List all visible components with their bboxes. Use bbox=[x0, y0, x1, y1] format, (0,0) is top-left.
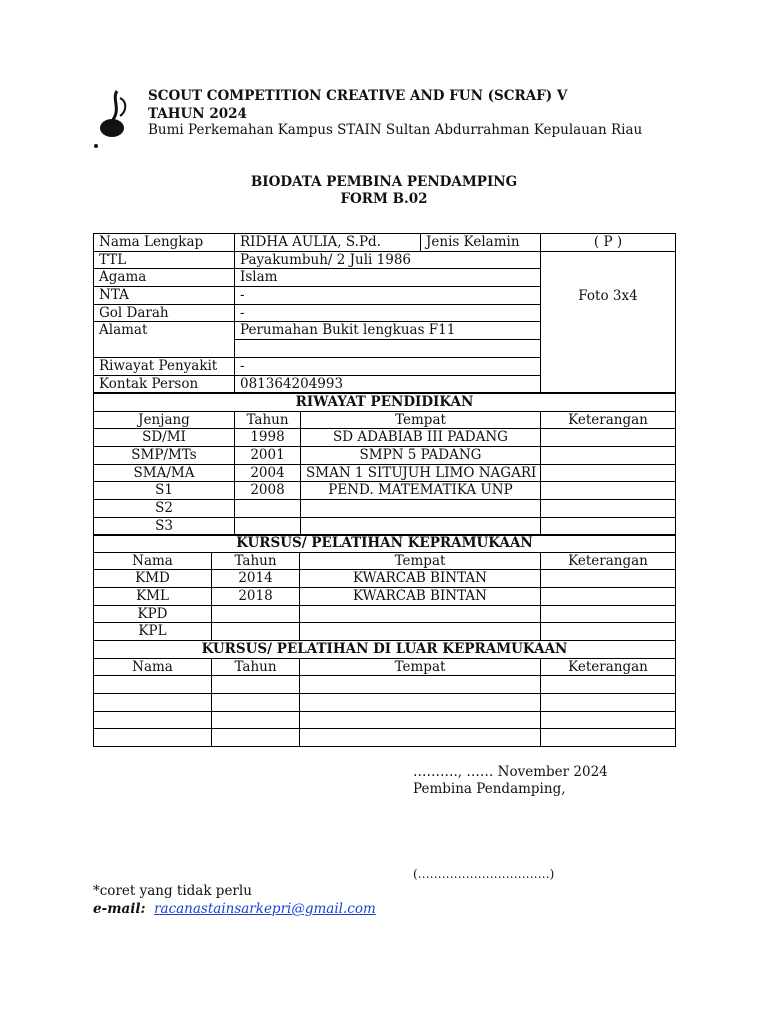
luar-heading: KURSUS/ PELATIHAN DI LUAR KEPRAMUKAAN bbox=[94, 641, 676, 659]
tempat-cell: KWARCAB BINTAN bbox=[300, 570, 541, 588]
table-row bbox=[94, 729, 676, 747]
keterangan-cell bbox=[541, 500, 676, 518]
jk-value: ( P ) bbox=[541, 234, 676, 252]
jenjang-cell: SMP/MTs bbox=[94, 447, 235, 465]
tempat-cell: SMPN 5 PADANG bbox=[301, 447, 541, 465]
tempat-cell: KWARCAB BINTAN bbox=[300, 588, 541, 606]
nama-cell: KPL bbox=[94, 623, 212, 641]
jenjang-cell: S3 bbox=[94, 517, 235, 535]
footer-note: *coret yang tidak perlu bbox=[93, 883, 252, 899]
kursus-table bbox=[93, 534, 676, 641]
tempat-cell bbox=[300, 694, 541, 712]
nama-label: Nama Lengkap bbox=[94, 234, 235, 252]
event-year: TAHUN 2024 bbox=[148, 106, 247, 122]
tahun-cell bbox=[235, 517, 301, 535]
ttl-value: Payakumbuh/ 2 Juli 1986 bbox=[235, 251, 541, 269]
tahun-cell: 2004 bbox=[235, 464, 301, 482]
table-row bbox=[94, 676, 676, 694]
pendidikan-heading: RIWAYAT PENDIDIKAN bbox=[94, 394, 676, 412]
col-keterangan: Keterangan bbox=[541, 552, 676, 570]
table-row bbox=[94, 623, 676, 641]
keterangan-cell bbox=[541, 517, 676, 535]
scout-tunas-logo-icon bbox=[92, 88, 132, 152]
table-row bbox=[94, 429, 676, 447]
tempat-cell bbox=[301, 500, 541, 518]
tahun-cell bbox=[212, 676, 300, 694]
alamat-label: Alamat bbox=[94, 322, 235, 357]
col-nama: Nama bbox=[94, 658, 212, 676]
table-row bbox=[94, 605, 676, 623]
keterangan-cell bbox=[541, 694, 676, 712]
tahun-cell bbox=[212, 623, 300, 641]
table-row bbox=[94, 711, 676, 729]
gol-label: Gol Darah bbox=[94, 304, 235, 322]
keterangan-cell bbox=[541, 429, 676, 447]
form-code: FORM B.02 bbox=[340, 191, 428, 207]
keterangan-cell bbox=[541, 711, 676, 729]
col-tempat: Tempat bbox=[301, 411, 541, 429]
ttl-label: TTL bbox=[94, 251, 235, 269]
nama-cell: KPD bbox=[94, 605, 212, 623]
signature-date: ………., …… November 2024 bbox=[413, 764, 608, 780]
email-row bbox=[93, 901, 376, 917]
tempat-cell bbox=[300, 605, 541, 623]
col-tahun: Tahun bbox=[212, 658, 300, 676]
event-location: Bumi Perkemahan Kampus STAIN Sultan Abdurrahman Kepulauan Riau bbox=[148, 122, 643, 138]
alamat-value: Perumahan Bukit lengkuas F11 bbox=[235, 322, 541, 340]
nama-cell bbox=[94, 694, 212, 712]
email-label: e-mail: bbox=[93, 901, 146, 917]
keterangan-cell bbox=[541, 729, 676, 747]
table-row bbox=[94, 694, 676, 712]
table-row bbox=[94, 588, 676, 606]
tempat-cell bbox=[300, 711, 541, 729]
col-keterangan: Keterangan bbox=[541, 411, 676, 429]
tahun-cell bbox=[235, 500, 301, 518]
nama-cell bbox=[94, 676, 212, 694]
jenjang-cell: S2 bbox=[94, 500, 235, 518]
col-tempat: Tempat bbox=[300, 552, 541, 570]
signature-blank: (……………………………) bbox=[413, 867, 555, 881]
keterangan-cell bbox=[541, 605, 676, 623]
tahun-cell: 2001 bbox=[235, 447, 301, 465]
nama-cell: KML bbox=[94, 588, 212, 606]
col-keterangan: Keterangan bbox=[541, 658, 676, 676]
col-tahun: Tahun bbox=[235, 411, 301, 429]
event-title: SCOUT COMPETITION CREATIVE AND FUN (SCRAF) V bbox=[148, 88, 568, 104]
nta-label: NTA bbox=[94, 287, 235, 305]
keterangan-cell bbox=[541, 570, 676, 588]
tahun-cell bbox=[212, 694, 300, 712]
kontak-label: Kontak Person bbox=[94, 375, 235, 393]
riwayat-value: - bbox=[235, 357, 541, 375]
jenjang-cell: S1 bbox=[94, 482, 235, 500]
alamat-value-2 bbox=[235, 340, 541, 358]
nama-cell bbox=[94, 711, 212, 729]
jenjang-cell: SD/MI bbox=[94, 429, 235, 447]
signature-role: Pembina Pendamping, bbox=[413, 781, 566, 797]
tempat-cell bbox=[300, 623, 541, 641]
kursus-heading: KURSUS/ PELATIHAN KEPRAMUKAAN bbox=[94, 535, 676, 553]
form-title: BIODATA PEMBINA PENDAMPING bbox=[250, 174, 518, 190]
tempat-cell: SD ADABIAB III PADANG bbox=[301, 429, 541, 447]
personal-info-table bbox=[93, 233, 676, 393]
tahun-cell bbox=[212, 729, 300, 747]
tahun-cell: 1998 bbox=[235, 429, 301, 447]
nama-value: RIDHA AULIA, S.Pd. bbox=[235, 234, 421, 252]
agama-label: Agama bbox=[94, 269, 235, 287]
tempat-cell: SMAN 1 SITUJUH LIMO NAGARI bbox=[301, 464, 541, 482]
nta-value: - bbox=[235, 287, 541, 305]
photo-box bbox=[541, 251, 676, 393]
col-nama: Nama bbox=[94, 552, 212, 570]
table-row bbox=[94, 570, 676, 588]
agama-value: Islam bbox=[235, 269, 541, 287]
tahun-cell bbox=[212, 605, 300, 623]
kontak-value: 081364204993 bbox=[235, 375, 541, 393]
table-row bbox=[94, 500, 676, 518]
pendidikan-table bbox=[93, 393, 676, 536]
col-tahun: Tahun bbox=[212, 552, 300, 570]
gol-value: - bbox=[235, 304, 541, 322]
tahun-cell bbox=[212, 711, 300, 729]
col-jenjang: Jenjang bbox=[94, 411, 235, 429]
table-row bbox=[94, 464, 676, 482]
tempat-cell bbox=[301, 517, 541, 535]
email-link[interactable]: racanastainsarkepri@gmail.com bbox=[154, 901, 376, 917]
tempat-cell: PEND. MATEMATIKA UNP bbox=[301, 482, 541, 500]
jk-label: Jenis Kelamin bbox=[421, 234, 541, 252]
table-row bbox=[94, 482, 676, 500]
keterangan-cell bbox=[541, 676, 676, 694]
photo-label: Foto 3x4 bbox=[578, 287, 638, 304]
keterangan-cell bbox=[541, 447, 676, 465]
nama-cell: KMD bbox=[94, 570, 212, 588]
luar-table bbox=[93, 640, 676, 747]
table-row bbox=[94, 517, 676, 535]
tempat-cell bbox=[300, 729, 541, 747]
keterangan-cell bbox=[541, 482, 676, 500]
keterangan-cell bbox=[541, 464, 676, 482]
nama-cell bbox=[94, 729, 212, 747]
jenjang-cell: SMA/MA bbox=[94, 464, 235, 482]
tahun-cell: 2008 bbox=[235, 482, 301, 500]
tahun-cell: 2014 bbox=[212, 570, 300, 588]
tempat-cell bbox=[300, 676, 541, 694]
tahun-cell: 2018 bbox=[212, 588, 300, 606]
keterangan-cell bbox=[541, 623, 676, 641]
table-row bbox=[94, 447, 676, 465]
riwayat-label: Riwayat Penyakit bbox=[94, 357, 235, 375]
keterangan-cell bbox=[541, 588, 676, 606]
col-tempat: Tempat bbox=[300, 658, 541, 676]
